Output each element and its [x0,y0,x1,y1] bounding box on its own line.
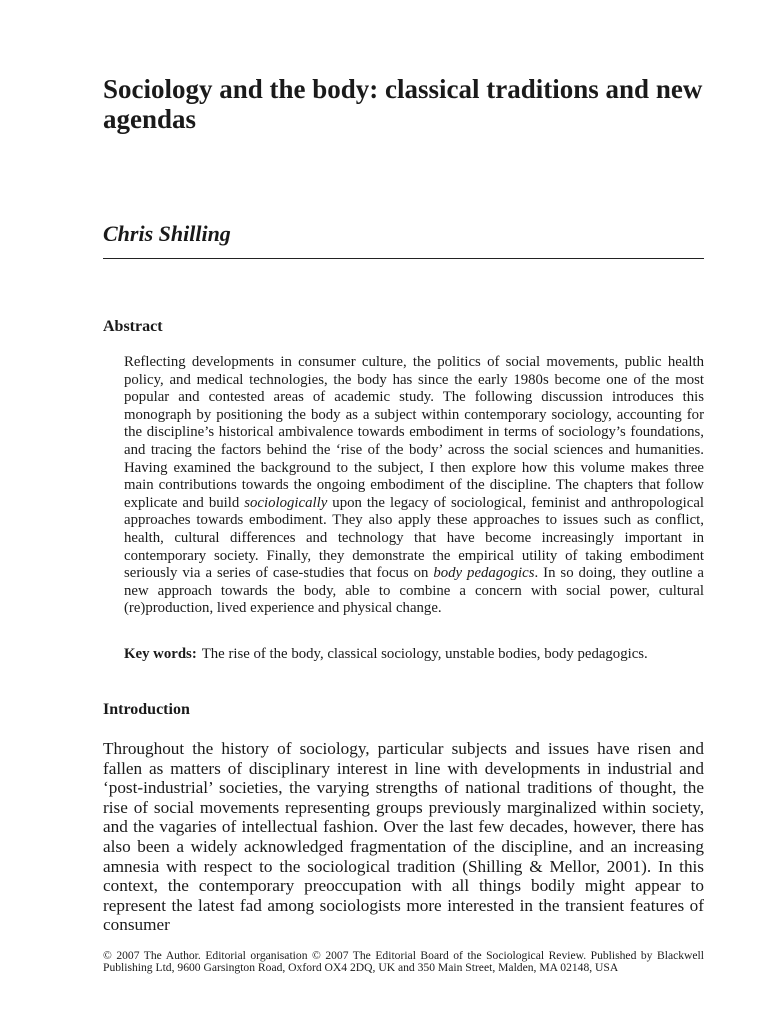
abstract-text-part-3: . In so doing, they outline a new approach towards the body, able to combine a concern with social power, cultural (re)production, lived experience and physical change. [124,565,705,617]
abstract-text-part-2: upon the legacy of sociological, feminist and anthropological approaches towards embodiment. They also apply these approaches to issues such as conflict, health, cultural differences and technology that have become increasingly important in contemporary society. Finally, they demonstrate the empirical utility of taking embodiment seriously via a series of case-studies that focus on [124,494,705,582]
title-divider [103,258,704,259]
abstract-italic-sociologically: sociologically [244,494,328,511]
author-name: Chris Shilling [103,221,231,246]
abstract-heading: Abstract [103,318,163,335]
abstract-text-part-1: Reflecting developments in consumer culture, the politics of social movements, public health policy, and medical technologies, the body has since the early 1980s become one of the most popular and contested areas of academic study. The following discussion introduces this monograph by positioning the body as a subject within contemporary sociology, accounting for the discipline’s historical ambivalence towards embodiment in terms of sociology’s foundations, and tracing the factors behind the ‘rise of the body’ across the social sciences and humanities. Having examined the background to the subject, I then explore how this volume makes three main contributions towards the ongoing embodiment of the discipline. The chapters that follow explicate and build [124,354,704,511]
keywords-list: The rise of the body, classical sociology, unstable bodies, body pedagogics. [201,646,648,662]
keywords-line [124,645,724,663]
introduction-heading: Introduction [103,701,190,718]
abstract-italic-body-pedagogics: body pedagogics [433,565,535,582]
introduction-body: Throughout the history of sociology, particular subjects and issues have risen and fallen as matters of disciplinary interest in line with developments in industrial and ‘post-industrial’ societies, the varying strengths of national traditions of thought, the rise of social movements representing groups previously marginalized within society, and the vagaries of intellectual fashion. Over the last few decades, however, there has also been a widely acknowledged fragmentation of the discipline, and an increasing amnesia with respect to the sociological tradition (Shilling & Mellor, 2001). In this context, the contemporary preoccupation with all things bodily might appear to represent the latest fad among sociologists more interested in the transient features of consumer [103,739,704,935]
article-title: Sociology and the body: classical traditions and new agendas [103,74,703,134]
keywords-label: Key words: [124,646,197,662]
abstract-body [124,354,704,618]
copyright-footer: © 2007 The Author. Editorial organisation © 2007 The Editorial Board of the Sociological Review. Published by Blackwell Publishing Ltd, 9600 Garsington Road, Oxford OX4 2DQ, UK and 350 Main Street, Malden, MA 02148, USA [103,949,704,975]
